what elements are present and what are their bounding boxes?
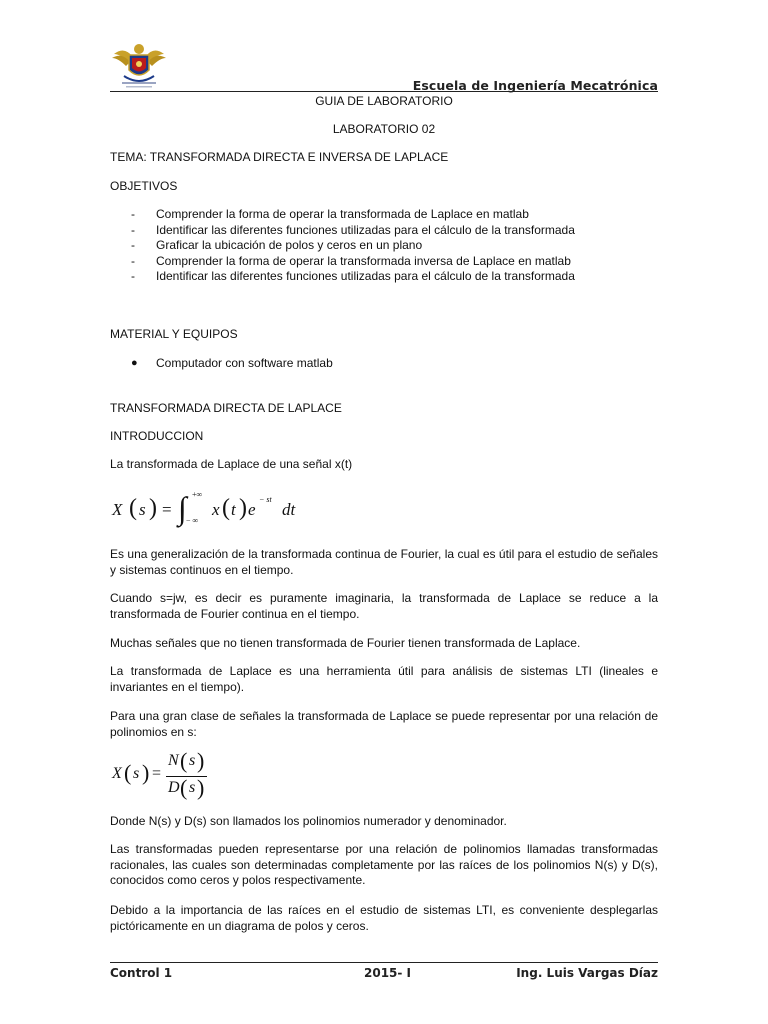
paragraph: Muchas señales que no tienen transformada de Fourier tienen transformada de Laplace. [110, 636, 581, 650]
dash-marker: - [131, 238, 135, 252]
paragraph: Para una gran clase de señales la transformada de Laplace se puede representar por una relación de polinomios en s: [110, 709, 658, 739]
list-item: - Graficar la ubicación de polos y ceros en un plano [131, 238, 423, 252]
dash-marker: - [131, 222, 135, 237]
integral-sign: ∫ [178, 490, 187, 526]
materials-heading: MATERIAL Y EQUIPOS [110, 327, 238, 341]
lab-title: LABORATORIO 02 [332, 122, 436, 136]
footer-divider [110, 962, 658, 963]
topic-title: TEMA: TRANSFORMADA DIRECTA E INVERSA DE LAPLACE [110, 150, 449, 164]
list-item: - Identificar las diferentes funciones utilizadas para el cálculo de la transformada [131, 222, 575, 237]
list-item: - Identificar las diferentes funciones utilizadas para el cálculo de la transformada [131, 269, 575, 283]
rational-function-formula: X ( s ) = N ( s ) D ( s ) [112, 752, 212, 800]
school-name: Escuela de Ingeniería Mecatrónica [412, 78, 658, 93]
subsection-heading: INTRODUCCION [110, 429, 204, 443]
materials-list [110, 356, 658, 372]
footer-author: Ing. Luis Vargas Díaz [516, 966, 658, 980]
paragraph: Las transformadas pueden representarse por una relación de polinomios llamadas transformadas racionales, las cuales son determinadas completamente por las raíces de los polinomios N(s) y D(s), conocidos como ceros y polos respectivamente. [110, 842, 658, 887]
dash-marker: - [131, 269, 135, 283]
footer-period: 2015- I [364, 966, 412, 980]
header-divider [110, 91, 658, 92]
paragraph: Es una generalización de la transformada continua de Fourier, la cual es útil para el estudio de señales y sistemas continuos en el tiempo. [110, 547, 658, 577]
bullet-marker: ● [131, 357, 138, 369]
intro-text: La transformada de Laplace de una señal x(t) [110, 457, 353, 471]
university-seal-logo [110, 40, 168, 90]
dash-marker: - [131, 253, 135, 268]
paragraph: Donde N(s) y D(s) son llamados los polinomios numerador y denominador. [110, 814, 507, 828]
objectives-list [110, 207, 658, 285]
footer-course: Control 1 [110, 966, 173, 980]
list-item: ● Computador con software matlab [131, 356, 333, 370]
laplace-integral-formula: X ( s ) = ∫ +∞ − ∞ x ( t ) e − st dt [112, 490, 296, 526]
list-item: - Comprender la forma de operar la transformada de Laplace en matlab [131, 207, 529, 221]
dash-marker: - [131, 207, 135, 221]
list-item: - Comprender la forma de operar la transformada inversa de Laplace en matlab [131, 253, 571, 268]
objectives-heading: OBJETIVOS [110, 179, 178, 193]
guide-title: GUIA DE LABORATORIO [315, 94, 453, 108]
section-heading: TRANSFORMADA DIRECTA DE LAPLACE [110, 401, 342, 415]
paragraph: Cuando s=jw, es decir es puramente imaginaria, la transformada de Laplace se reduce a la transformada de Fourier continua en el tiempo. [110, 591, 658, 621]
paragraph: Debido a la importancia de las raíces en el estudio de sistemas LTI, es conveniente desplegarlas pictóricamente en un diagrama de polos y ceros. [110, 903, 658, 933]
paragraph: La transformada de Laplace es una herramienta útil para análisis de sistemas LTI (lineales e invariantes en el tiempo). [110, 664, 658, 694]
